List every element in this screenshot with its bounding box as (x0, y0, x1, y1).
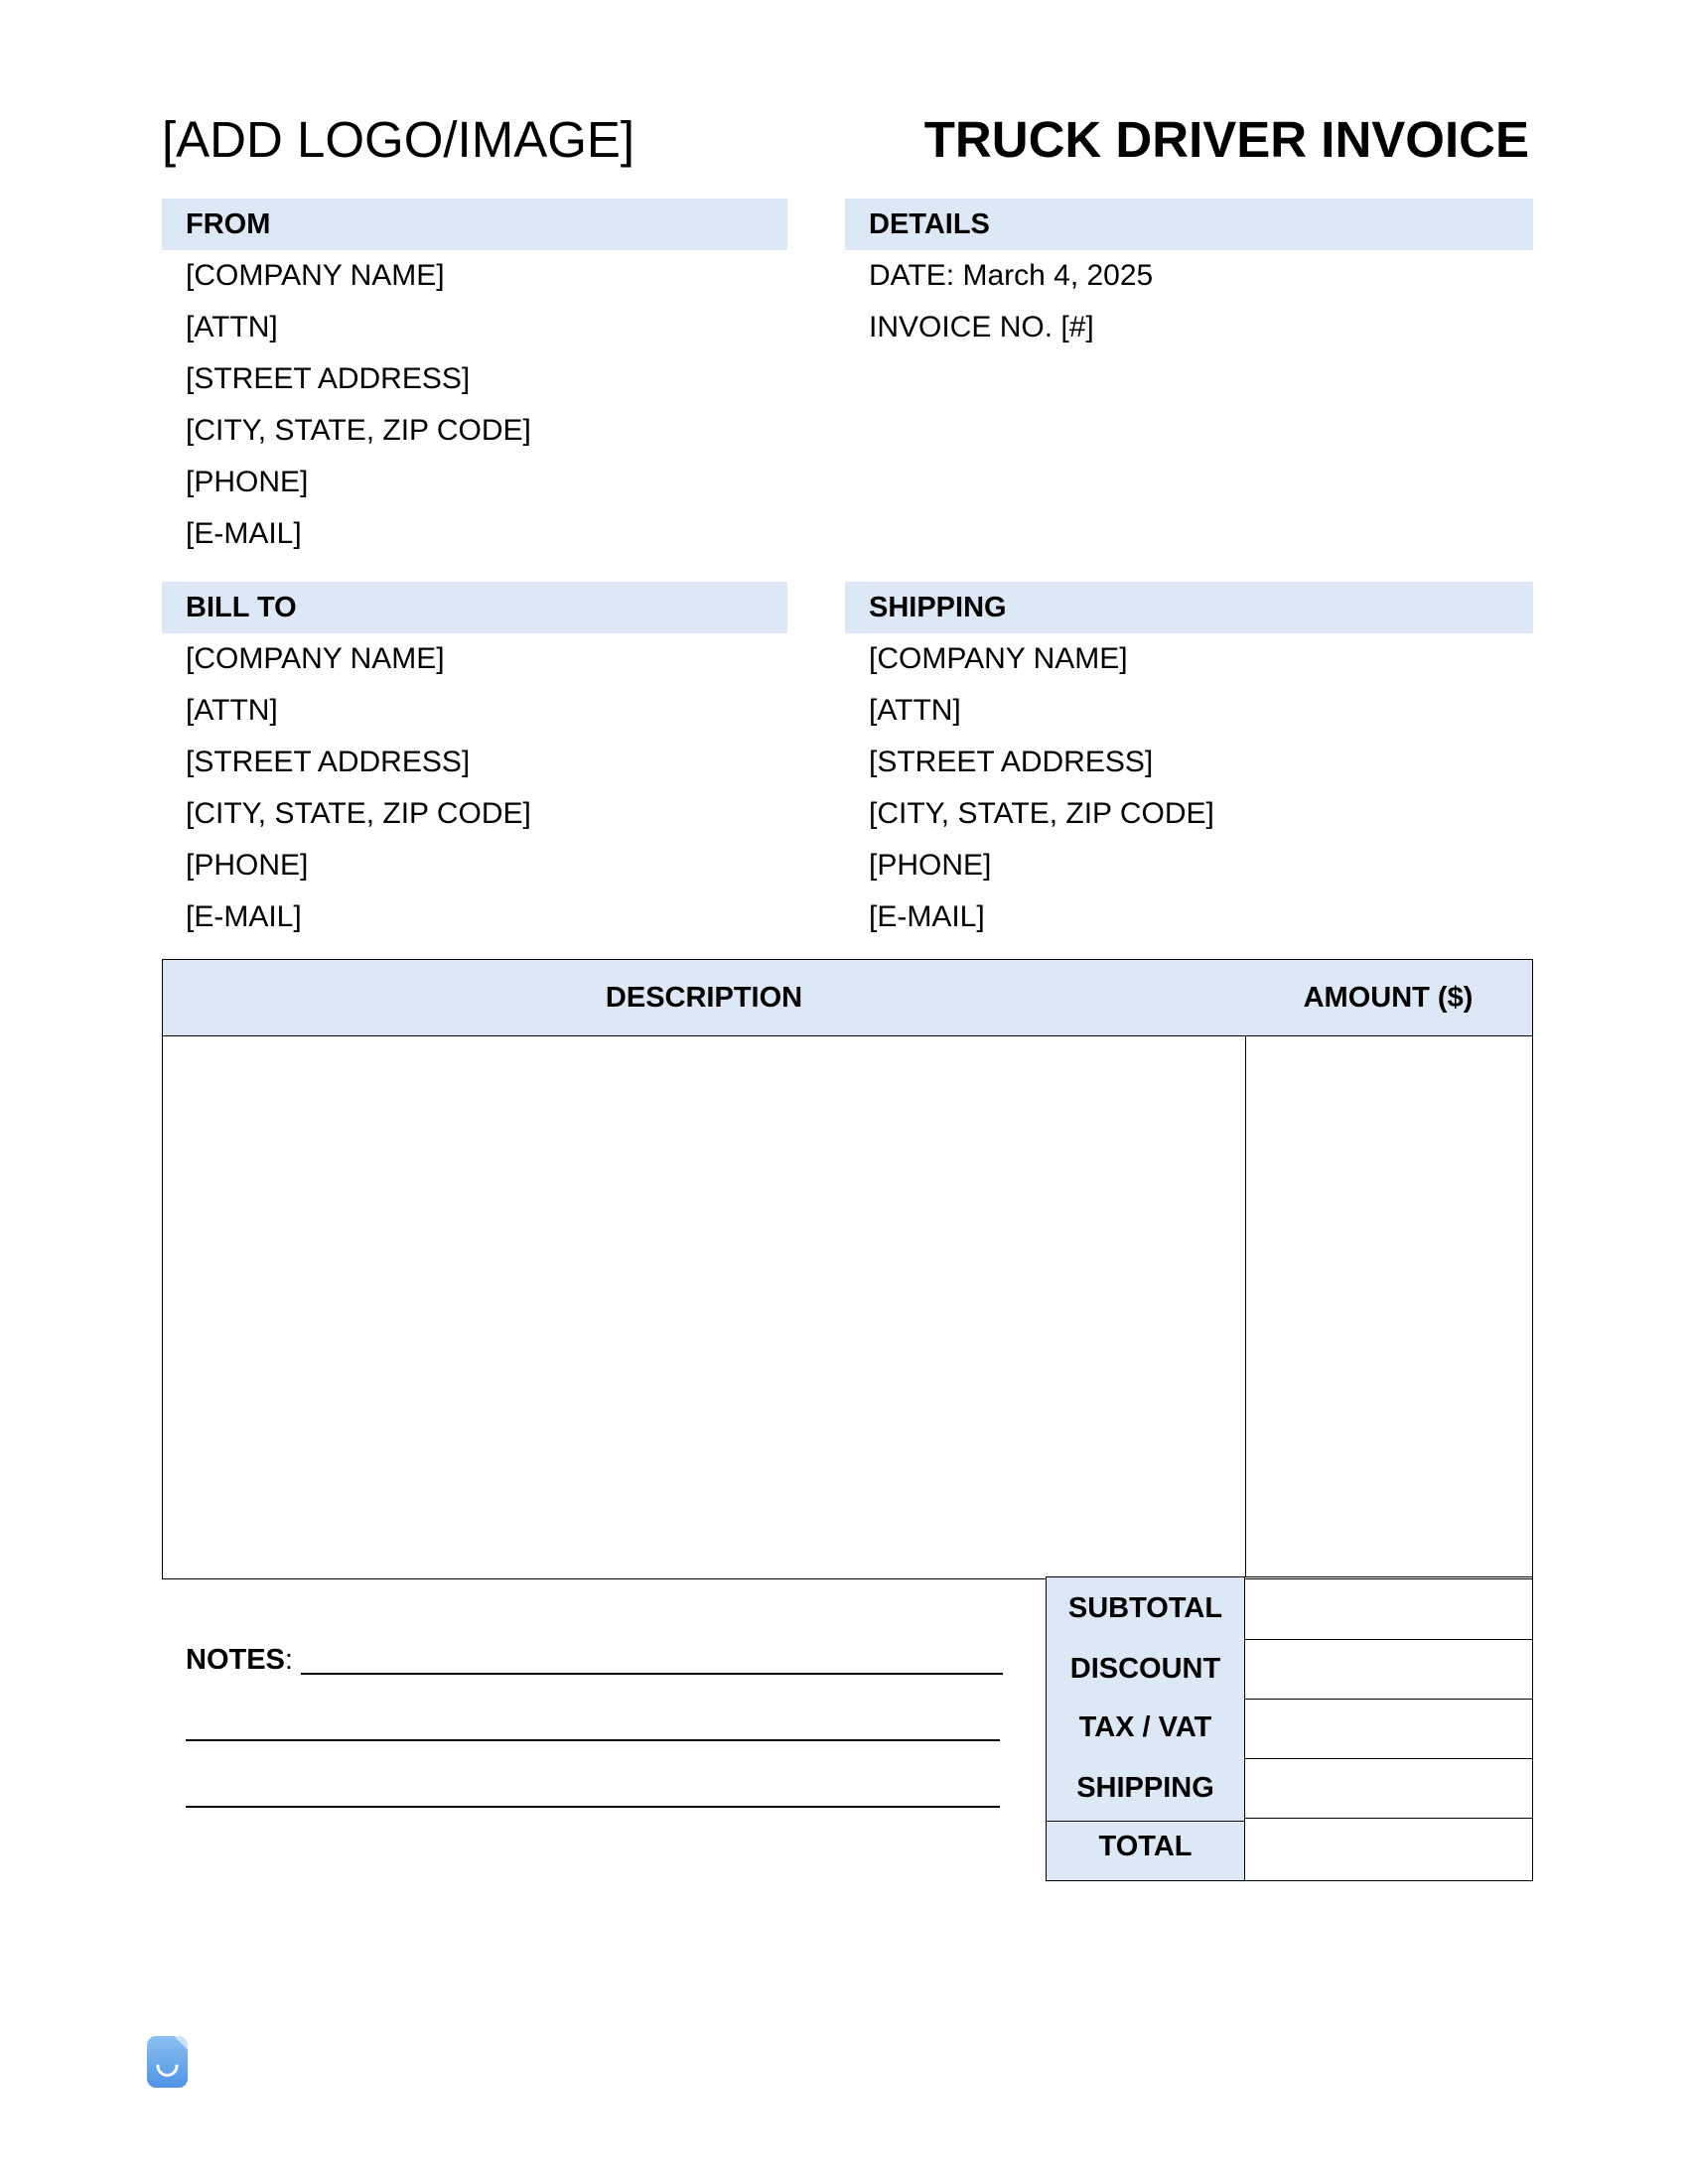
bill-to-city: [CITY, STATE, ZIP CODE] (186, 797, 531, 830)
line-items-header (163, 960, 1532, 1036)
notes-line-1 (301, 1673, 1003, 1675)
from-block (186, 250, 531, 560)
bill-to-company: [COMPANY NAME] (186, 642, 445, 675)
shipping-attn: [ATTN] (869, 694, 961, 727)
subtotal-value-line (1245, 1639, 1532, 1640)
line-items-table (162, 959, 1533, 1579)
totals-values (1244, 1576, 1533, 1881)
from-attn: [ATTN] (186, 311, 278, 343)
shipping-value-line (1245, 1818, 1532, 1819)
column-divider (1245, 1036, 1246, 1577)
from-company: [COMPANY NAME] (186, 259, 445, 292)
invoice-title: TRUCK DRIVER INVOICE (923, 111, 1529, 168)
description-header: DESCRIPTION (605, 982, 803, 1014)
total-label: TOTAL (1098, 1831, 1193, 1862)
total-row-divider (1046, 1821, 1245, 1822)
amount-header: AMOUNT ($) (1303, 982, 1474, 1014)
notes-line-2 (186, 1739, 1000, 1741)
notes-colon: : (284, 1644, 293, 1676)
from-heading: FROM (162, 199, 787, 250)
tax-value-line (1245, 1758, 1532, 1759)
tax-label: TAX / VAT (1078, 1711, 1212, 1743)
from-phone: [PHONE] (186, 466, 309, 498)
from-street: [STREET ADDRESS] (186, 362, 471, 395)
shipping-street: [STREET ADDRESS] (869, 746, 1154, 778)
invoice-number: INVOICE NO. [#] (869, 311, 1094, 343)
bill-to-heading: BILL TO (162, 582, 787, 633)
notes-label (186, 1640, 293, 1680)
shipping-total-label: SHIPPING (1076, 1772, 1214, 1804)
shipping-heading: SHIPPING (845, 582, 1533, 633)
bill-to-email: [E-MAIL] (186, 900, 302, 933)
notes-line-3 (186, 1806, 1000, 1808)
discount-label: DISCOUNT (1069, 1653, 1221, 1685)
bill-to-block (186, 633, 531, 943)
details-block (869, 250, 1153, 353)
bill-to-street: [STREET ADDRESS] (186, 746, 471, 778)
totals-labels (1046, 1576, 1245, 1881)
shipping-phone: [PHONE] (869, 849, 992, 882)
shipping-block (869, 633, 1214, 943)
invoice-date: DATE: March 4, 2025 (869, 259, 1154, 292)
notes-label-text: NOTES (186, 1644, 285, 1676)
subtotal-label: SUBTOTAL (1067, 1592, 1223, 1624)
logo-placeholder: [ADD LOGO/IMAGE] (162, 111, 635, 168)
document-badge-icon (147, 2036, 188, 2088)
from-city: [CITY, STATE, ZIP CODE] (186, 414, 531, 447)
bill-to-phone: [PHONE] (186, 849, 309, 882)
discount-value-line (1245, 1699, 1532, 1700)
from-email: [E-MAIL] (186, 517, 302, 550)
shipping-company: [COMPANY NAME] (869, 642, 1128, 675)
shipping-email: [E-MAIL] (869, 900, 985, 933)
details-heading: DETAILS (845, 199, 1533, 250)
shipping-city: [CITY, STATE, ZIP CODE] (869, 797, 1214, 830)
bill-to-attn: [ATTN] (186, 694, 278, 727)
